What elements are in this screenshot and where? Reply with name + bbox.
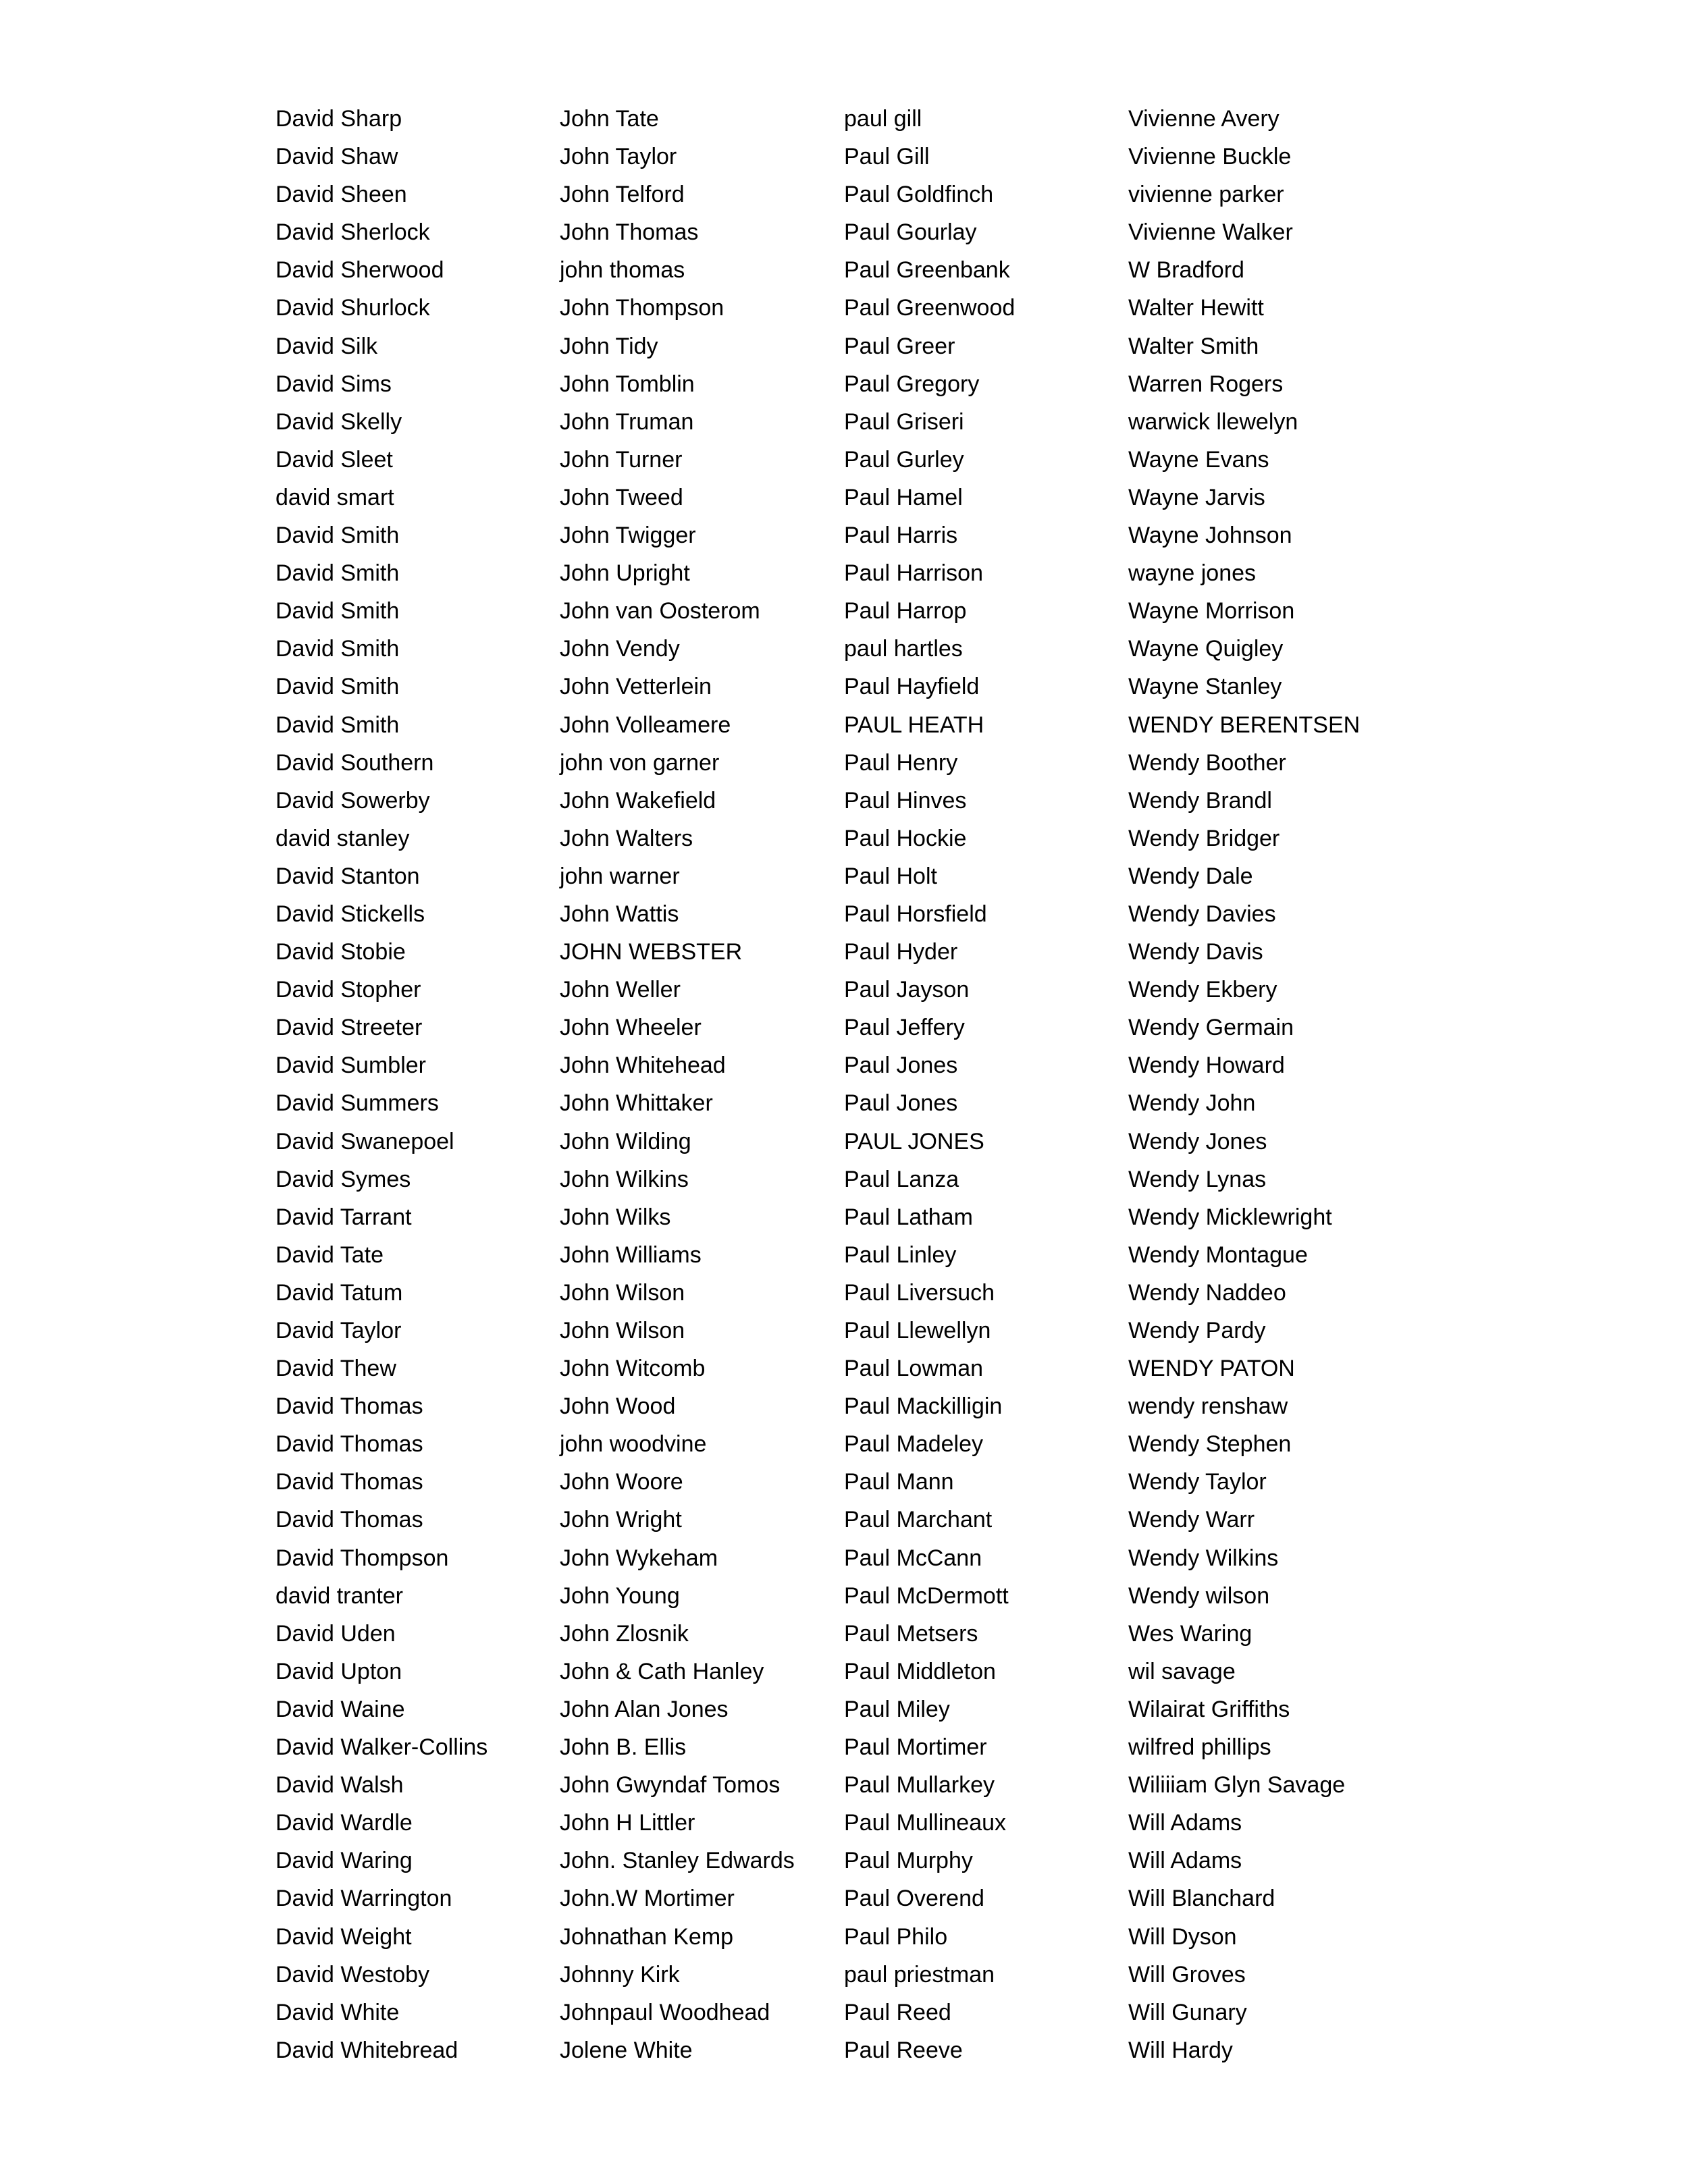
list-item: Wayne Quigley: [1128, 636, 1284, 662]
list-item: David Wardle: [275, 1810, 413, 1836]
list-item: John H Littler: [560, 1810, 695, 1836]
list-item: Vivienne Walker: [1128, 219, 1293, 246]
list-item: Paul Gurley: [844, 446, 964, 473]
list-item: David Tarrant: [275, 1204, 412, 1230]
list-item: Wendy Wilkins: [1128, 1545, 1279, 1571]
list-item: JOHN WEBSTER: [560, 939, 743, 965]
list-item: Vivienne Buckle: [1128, 144, 1292, 170]
list-item: David Uden: [275, 1620, 396, 1647]
list-item: Wayne Johnson: [1128, 523, 1292, 549]
list-item: Paul Murphy: [844, 1848, 973, 1874]
list-item: Wendy Ekbery: [1128, 977, 1277, 1003]
list-item: Walter Hewitt: [1128, 295, 1264, 321]
list-item: Wendy John: [1128, 1090, 1256, 1117]
list-item: John Wilson: [560, 1318, 685, 1343]
list-item: Will Groves: [1128, 1961, 1246, 1988]
list-item: Paul Linley: [844, 1242, 957, 1268]
list-item: John Tidy: [560, 333, 658, 359]
list-item: David Sharp: [275, 106, 402, 132]
list-item: Warren Rogers: [1128, 371, 1284, 397]
list-item: paul gill: [844, 106, 922, 132]
list-item: David Thomas: [275, 1393, 423, 1420]
list-item: WENDY BERENTSEN: [1128, 712, 1361, 738]
list-item: paul hartles: [844, 636, 963, 662]
list-item: David Tate: [275, 1242, 384, 1268]
list-item: John Zlosnik: [560, 1620, 689, 1647]
list-item: David Sheen: [275, 182, 407, 208]
list-item: Paul Harrop: [844, 598, 967, 624]
list-item: David Sims: [275, 371, 392, 397]
list-item: john woodvine: [560, 1431, 707, 1458]
list-item: Paul Middleton: [844, 1658, 996, 1684]
list-item: John Telford: [560, 182, 685, 208]
list-item: Wendy Micklewright: [1128, 1204, 1332, 1230]
list-item: John Wheeler: [560, 1015, 702, 1041]
list-item: John Woore: [560, 1469, 683, 1495]
list-item: John Whitehead: [560, 1053, 726, 1079]
list-item: John Walters: [560, 825, 693, 851]
list-item: John & Cath Hanley: [560, 1658, 764, 1684]
list-item: David Swanepoel: [275, 1128, 454, 1154]
list-item: David Waine: [275, 1696, 405, 1722]
name-column-3: [844, 100, 1015, 2069]
list-item: David Warrington: [275, 1886, 452, 1912]
list-item: David Taylor: [275, 1318, 402, 1343]
list-item: Wendy Dale: [1128, 863, 1253, 889]
list-item: Paul Jones: [844, 1053, 958, 1079]
list-item: Paul McCann: [844, 1545, 982, 1571]
list-item: john von garner: [560, 749, 720, 776]
list-item: Paul Reeve: [844, 2037, 963, 2063]
list-item: John Wood: [560, 1393, 676, 1420]
list-item: John Thompson: [560, 295, 724, 321]
list-item: David Symes: [275, 1166, 411, 1192]
list-item: John.W Mortimer: [560, 1886, 735, 1912]
list-item: Will Gunary: [1128, 1999, 1247, 2025]
list-item: Johnathan Kemp: [560, 1923, 734, 1950]
list-item: David Stickells: [275, 901, 425, 927]
list-item: Paul Latham: [844, 1204, 973, 1230]
list-item: David Sleet: [275, 446, 393, 473]
list-item: John B. Ellis: [560, 1734, 687, 1761]
list-item: wil savage: [1128, 1658, 1236, 1684]
list-item: Paul Mackilligin: [844, 1393, 1003, 1420]
list-item: Paul Reed: [844, 1999, 951, 2025]
list-item: David Shurlock: [275, 295, 430, 321]
list-item: Wendy Naddeo: [1128, 1279, 1286, 1306]
list-item: John Vetterlein: [560, 674, 712, 700]
list-item: David Walsh: [275, 1772, 404, 1799]
list-item: David Streeter: [275, 1015, 423, 1041]
list-item: John Turner: [560, 446, 683, 473]
list-item: David Smith: [275, 636, 400, 662]
list-item: John Witcomb: [560, 1356, 706, 1382]
list-item: david stanley: [275, 825, 410, 851]
list-item: David Sherwood: [275, 257, 444, 284]
list-item: Wayne Jarvis: [1128, 484, 1265, 510]
list-item: Wendy wilson: [1128, 1582, 1270, 1609]
list-item: Paul Hockie: [844, 825, 967, 851]
list-item: David Stanton: [275, 863, 420, 889]
list-item: John Twigger: [560, 523, 696, 549]
list-item: david tranter: [275, 1582, 403, 1609]
list-item: John Williams: [560, 1242, 702, 1268]
list-item: vivienne parker: [1128, 182, 1284, 208]
list-item: John Wattis: [560, 901, 679, 927]
list-item: David Thomas: [275, 1507, 423, 1533]
list-item: Paul Harrison: [844, 560, 983, 587]
list-item: John Wilks: [560, 1204, 671, 1230]
list-item: Paul Madeley: [844, 1431, 984, 1458]
list-item: Paul Liversuch: [844, 1279, 995, 1306]
list-item: Paul Hyder: [844, 939, 958, 965]
list-item: Will Blanchard: [1128, 1886, 1275, 1912]
list-item: Wendy Jones: [1128, 1128, 1267, 1154]
list-item: John Gwyndaf Tomos: [560, 1772, 781, 1799]
list-item: David Silk: [275, 333, 378, 359]
list-item: PAUL HEATH: [844, 712, 984, 738]
list-item: Jolene White: [560, 2037, 693, 2063]
list-item: Paul Greer: [844, 333, 955, 359]
list-item: Will Hardy: [1128, 2037, 1233, 2063]
list-item: David Thomas: [275, 1431, 423, 1458]
list-item: David Smith: [275, 712, 400, 738]
list-item: Paul Mullineaux: [844, 1810, 1007, 1836]
list-item: Wendy Lynas: [1128, 1166, 1267, 1192]
list-item: Paul Lowman: [844, 1356, 984, 1382]
list-item: Paul Harris: [844, 523, 958, 549]
list-item: John Wakefield: [560, 787, 716, 814]
list-item: david smart: [275, 484, 394, 510]
list-item: David Whitebread: [275, 2037, 458, 2063]
list-item: john warner: [560, 863, 680, 889]
list-item: David Smith: [275, 560, 400, 587]
list-item: Wendy Davis: [1128, 939, 1263, 965]
list-item: warwick llewelyn: [1128, 408, 1298, 435]
list-item: Wilairat Griffiths: [1128, 1696, 1290, 1722]
list-item: Walter Smith: [1128, 333, 1259, 359]
list-item: Wayne Evans: [1128, 446, 1269, 473]
list-item: Paul Holt: [844, 863, 937, 889]
list-item: David Upton: [275, 1658, 402, 1684]
list-item: David Sherlock: [275, 219, 430, 246]
list-item: Wes Waring: [1128, 1620, 1252, 1647]
list-item: John Vendy: [560, 636, 680, 662]
list-item: Paul Greenbank: [844, 257, 1010, 284]
list-item: David Weight: [275, 1923, 412, 1950]
list-item: Wendy Boother: [1128, 749, 1286, 776]
list-item: David Smith: [275, 523, 400, 549]
list-item: John Young: [560, 1582, 680, 1609]
list-item: John Wykeham: [560, 1545, 718, 1571]
list-item: Will Adams: [1128, 1848, 1242, 1874]
list-item: David Sumbler: [275, 1053, 426, 1079]
list-item: John Taylor: [560, 144, 677, 170]
list-item: john thomas: [560, 257, 685, 284]
list-item: John Upright: [560, 560, 690, 587]
list-item: Paul Gourlay: [844, 219, 977, 246]
list-item: Paul Jayson: [844, 977, 970, 1003]
list-item: Paul Miley: [844, 1696, 950, 1722]
list-item: paul priestman: [844, 1961, 995, 1988]
list-item: Paul Greenwood: [844, 295, 1016, 321]
list-item: David Smith: [275, 598, 400, 624]
list-item: Paul Mortimer: [844, 1734, 987, 1761]
list-item: Wendy Stephen: [1128, 1431, 1292, 1458]
list-item: John Wilding: [560, 1128, 691, 1154]
list-item: Paul Jeffery: [844, 1015, 965, 1041]
list-item: Paul Marchant: [844, 1507, 993, 1533]
list-item: John Tate: [560, 106, 659, 132]
list-item: W Bradford: [1128, 257, 1244, 284]
list-item: David Walker-Collins: [275, 1734, 488, 1761]
list-item: Paul Horsfield: [844, 901, 987, 927]
list-item: WENDY PATON: [1128, 1356, 1295, 1382]
list-item: Wendy Bridger: [1128, 825, 1280, 851]
list-item: Paul Hamel: [844, 484, 963, 510]
list-item: David Thompson: [275, 1545, 449, 1571]
list-item: Paul Metsers: [844, 1620, 978, 1647]
list-item: Wendy Brandl: [1128, 787, 1272, 814]
list-item: wayne jones: [1128, 560, 1257, 587]
list-item: David Stobie: [275, 939, 406, 965]
list-item: wilfred phillips: [1128, 1734, 1271, 1761]
list-item: David Sowerby: [275, 787, 430, 814]
list-item: wendy renshaw: [1128, 1393, 1288, 1420]
list-item: Paul Overend: [844, 1886, 984, 1912]
list-item: Paul Henry: [844, 749, 958, 776]
list-item: Wendy Germain: [1128, 1015, 1294, 1041]
list-item: John Whittaker: [560, 1090, 713, 1117]
list-item: David Westoby: [275, 1961, 430, 1988]
list-item: John Alan Jones: [560, 1696, 729, 1722]
list-item: John Weller: [560, 977, 681, 1003]
list-item: Johnpaul Woodhead: [560, 1999, 770, 2025]
list-item: Wendy Taylor: [1128, 1469, 1267, 1495]
list-item: Paul Mann: [844, 1469, 954, 1495]
list-item: David Smith: [275, 674, 400, 700]
list-item: David Thew: [275, 1356, 396, 1382]
list-item: Will Adams: [1128, 1810, 1242, 1836]
list-item: John Thomas: [560, 219, 699, 246]
list-item: Wayne Stanley: [1128, 674, 1282, 700]
list-item: David White: [275, 1999, 400, 2025]
list-item: John. Stanley Edwards: [560, 1848, 795, 1874]
list-item: Paul Goldfinch: [844, 182, 994, 208]
list-item: Wendy Howard: [1128, 1053, 1285, 1079]
list-item: Paul Gill: [844, 144, 930, 170]
list-item: Paul Philo: [844, 1923, 948, 1950]
list-item: Vivienne Avery: [1128, 106, 1280, 132]
list-item: David Tatum: [275, 1279, 403, 1306]
list-item: Paul Hinves: [844, 787, 967, 814]
list-item: David Thomas: [275, 1469, 423, 1495]
list-item: David Shaw: [275, 144, 398, 170]
list-item: David Summers: [275, 1090, 439, 1117]
list-item: John Tweed: [560, 484, 683, 510]
list-item: David Waring: [275, 1848, 413, 1874]
list-item: Wiliiiam Glyn Savage: [1128, 1772, 1346, 1799]
list-item: John van Oosterom: [560, 598, 760, 624]
list-item: Paul Llewellyn: [844, 1318, 991, 1343]
list-item: Wendy Davies: [1128, 901, 1276, 927]
list-item: David Southern: [275, 749, 434, 776]
list-item: John Wright: [560, 1507, 682, 1533]
list-item: Wayne Morrison: [1128, 598, 1295, 624]
list-item: John Tomblin: [560, 371, 695, 397]
list-item: Paul Griseri: [844, 408, 964, 435]
list-item: Wendy Warr: [1128, 1507, 1255, 1533]
list-item: PAUL JONES: [844, 1128, 984, 1154]
list-item: Paul Gregory: [844, 371, 980, 397]
list-item: Paul Hayfield: [844, 674, 980, 700]
name-column-1: [275, 100, 487, 2069]
name-column-2: [560, 100, 795, 2069]
list-item: John Truman: [560, 408, 694, 435]
list-item: John Wilson: [560, 1279, 685, 1306]
list-item: Paul Jones: [844, 1090, 958, 1117]
list-item: Wendy Pardy: [1128, 1318, 1266, 1343]
list-item: Wendy Montague: [1128, 1242, 1308, 1268]
list-item: Paul McDermott: [844, 1582, 1009, 1609]
list-item: Will Dyson: [1128, 1923, 1237, 1950]
list-item: Paul Mullarkey: [844, 1772, 995, 1799]
list-item: Paul Lanza: [844, 1166, 959, 1192]
list-item: David Skelly: [275, 408, 402, 435]
list-item: Johnny Kirk: [560, 1961, 680, 1988]
list-item: David Stopher: [275, 977, 421, 1003]
name-column-4: [1128, 100, 1360, 2069]
list-item: John Wilkins: [560, 1166, 689, 1192]
list-item: John Volleamere: [560, 712, 731, 738]
